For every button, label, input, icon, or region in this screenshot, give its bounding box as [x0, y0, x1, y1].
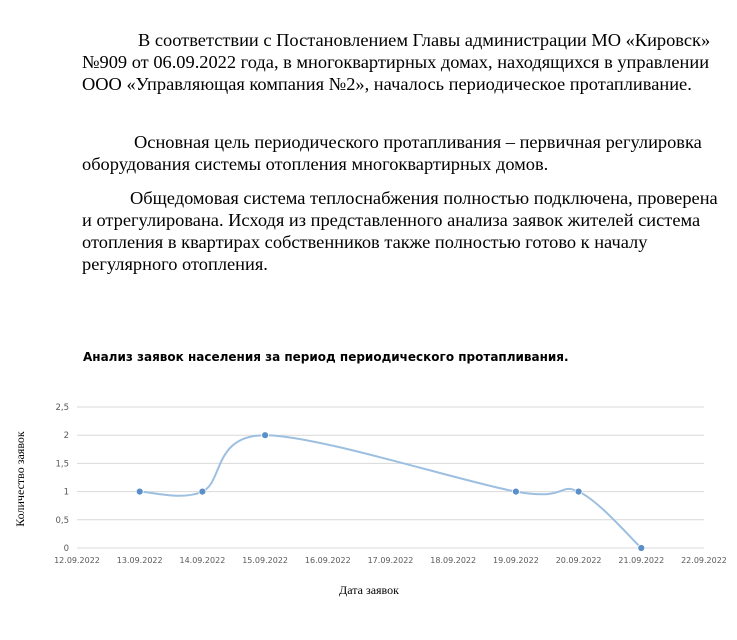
x-axis-title: Дата заявок	[339, 583, 399, 597]
data-point	[136, 488, 143, 495]
x-tick-label: 19.09.2022	[492, 556, 539, 565]
x-tick-label: 16.09.2022	[304, 556, 351, 565]
data-point	[638, 545, 645, 552]
x-tick-label: 22.09.2022	[681, 556, 727, 565]
paragraph-1: В соответствии с Постановлением Главы администрации МО «Кировск» №909 от 06.09.2022 года, в многоквартирных домах, находящихся в управлении ООО «Управляющая компания №2», началось периодическое протапливание.	[82, 30, 711, 94]
y-axis-ticks	[55, 403, 69, 554]
y-tick-label: 1	[63, 487, 69, 498]
y-tick-label: 0	[63, 544, 69, 554]
x-tick-label: 14.09.2022	[179, 556, 226, 565]
data-point	[512, 488, 519, 495]
chart-grid	[77, 407, 704, 548]
data-point	[262, 432, 269, 439]
line-chart	[0, 380, 737, 610]
chart-caption: Анализ заявок населения за период периодического протапливания.	[83, 350, 569, 364]
x-tick-label: 13.09.2022	[116, 556, 163, 565]
data-point	[199, 488, 206, 495]
y-tick-label: 2	[63, 431, 69, 442]
paragraph-2: Основная цель периодического протапливания – первичная регулировка оборудования системы отопления многоквартирных домов.	[82, 132, 702, 174]
y-tick-label: 0,5	[55, 515, 69, 526]
y-tick-label: 1,5	[55, 459, 69, 470]
x-tick-label: 15.09.2022	[242, 556, 289, 565]
x-tick-label: 17.09.2022	[367, 556, 414, 565]
x-tick-label: 20.09.2022	[555, 556, 602, 565]
x-tick-label: 12.09.2022	[54, 556, 100, 565]
paragraph-3: Общедомовая система теплоснабжения полностью подключена, проверена и отрегулирована. Исходя из представленного анализа заявок жителей система отопления в квартирах собственников также полностью готово к началу регулярного отопления.	[82, 188, 718, 274]
data-point	[575, 488, 582, 495]
x-axis-ticks	[54, 556, 727, 565]
y-tick-label: 2,5	[55, 403, 69, 413]
y-axis-title: Количество заявок	[13, 431, 27, 527]
x-tick-label: 18.09.2022	[430, 556, 477, 565]
x-tick-label: 21.09.2022	[618, 556, 665, 565]
